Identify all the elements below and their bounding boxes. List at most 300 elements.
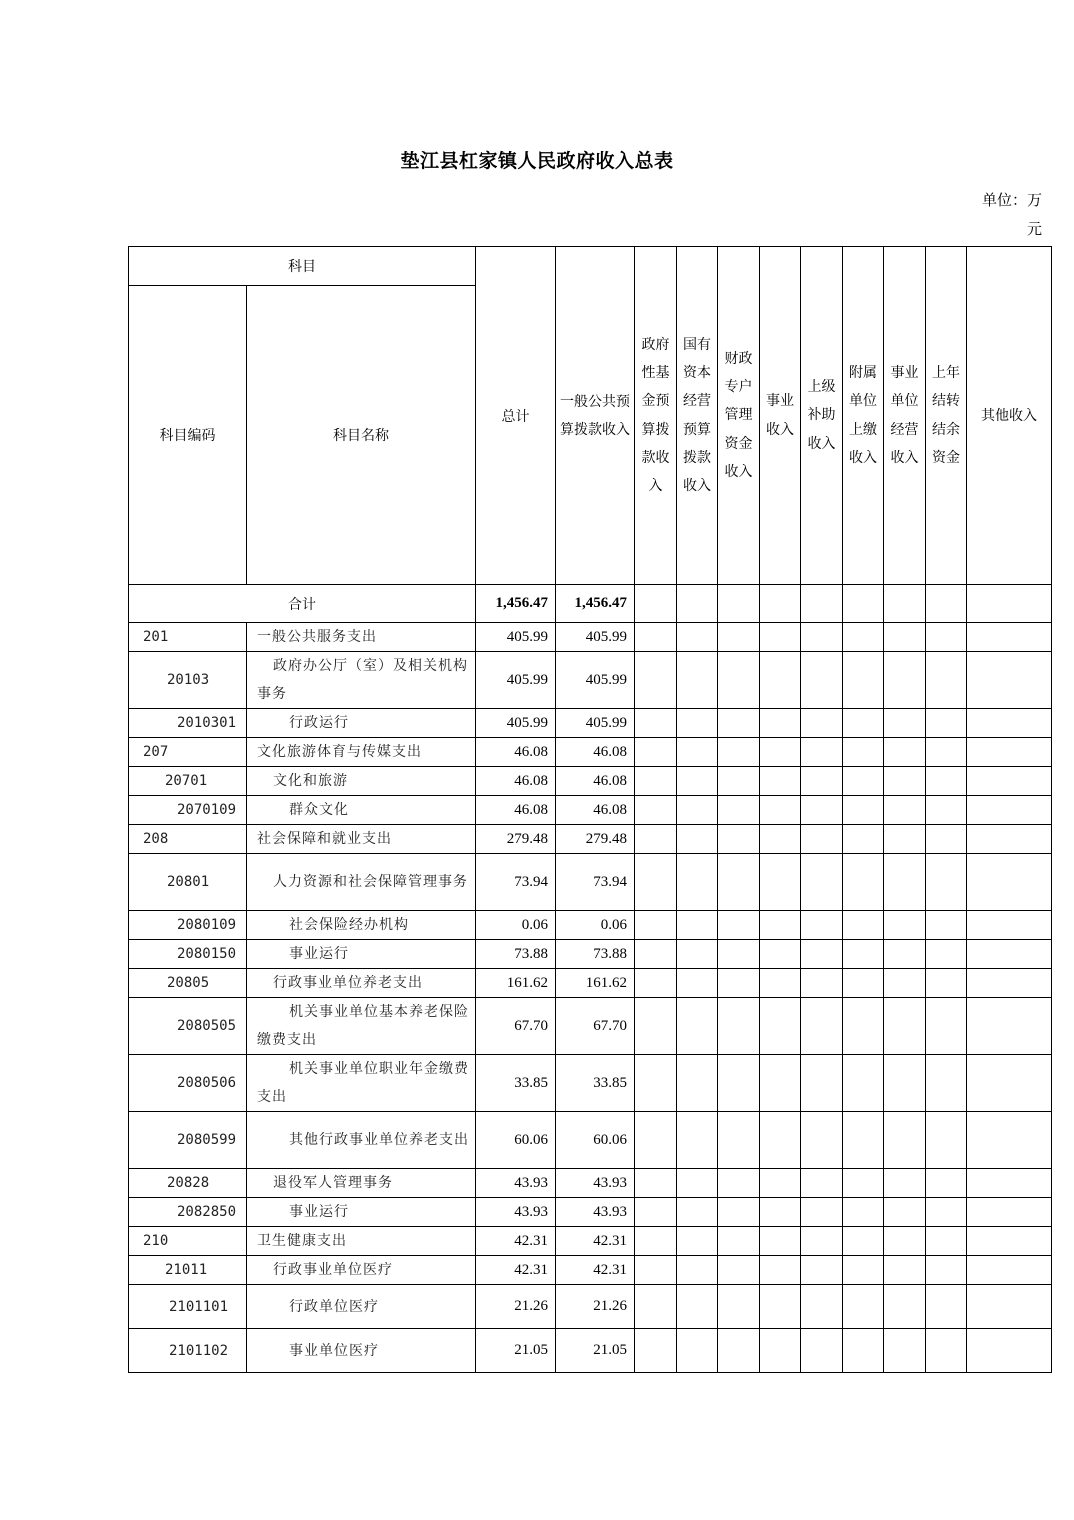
empty-cell: [884, 854, 926, 911]
empty-cell: [760, 1055, 801, 1112]
empty-cell: [677, 1169, 718, 1198]
empty-cell: [801, 623, 843, 652]
empty-cell: [843, 1169, 884, 1198]
empty-cell: [884, 1256, 926, 1285]
empty-cell: [843, 1055, 884, 1112]
empty-cell: [843, 623, 884, 652]
row-general-amount: 67.70: [556, 998, 635, 1055]
row-total-amount: 46.08: [476, 767, 556, 796]
row-code: 2082850: [129, 1198, 247, 1227]
empty-cell: [677, 709, 718, 738]
empty-cell: [635, 652, 677, 709]
empty-cell: [926, 709, 967, 738]
table-row: [129, 969, 1052, 998]
empty-cell: [677, 854, 718, 911]
empty-cell: [884, 1329, 926, 1373]
row-total-amount: 405.99: [476, 623, 556, 652]
row-general-amount: 21.05: [556, 1329, 635, 1373]
empty-cell: [967, 1285, 1052, 1329]
table-row: [129, 911, 1052, 940]
row-name: 事业运行: [247, 940, 476, 969]
empty-cell: [635, 825, 677, 854]
empty-cell: [760, 796, 801, 825]
empty-cell: [635, 854, 677, 911]
empty-cell: [677, 1227, 718, 1256]
empty-cell: [967, 652, 1052, 709]
row-code: 2080505: [129, 998, 247, 1055]
empty-cell: [843, 709, 884, 738]
empty-cell: [677, 738, 718, 767]
empty-cell: [760, 911, 801, 940]
empty-cell: [760, 940, 801, 969]
empty-cell: [677, 969, 718, 998]
row-name: 事业运行: [247, 1198, 476, 1227]
empty-cell: [884, 796, 926, 825]
table-row: [129, 709, 1052, 738]
empty-cell: [967, 998, 1052, 1055]
row-name: 行政单位医疗: [247, 1285, 476, 1329]
empty-cell: [760, 969, 801, 998]
empty-cell: [677, 1329, 718, 1373]
empty-cell: [677, 911, 718, 940]
empty-cell: [926, 767, 967, 796]
row-total-amount: 60.06: [476, 1112, 556, 1169]
row-general-amount: 46.08: [556, 796, 635, 825]
empty-cell: [760, 623, 801, 652]
empty-cell: [677, 767, 718, 796]
empty-cell: [801, 1055, 843, 1112]
empty-cell: [967, 767, 1052, 796]
row-name: 人力资源和社会保障管理事务: [247, 854, 476, 911]
empty-cell: [760, 709, 801, 738]
empty-cell: [635, 709, 677, 738]
empty-cell: [760, 1112, 801, 1169]
row-name: 机关事业单位基本养老保险缴费支出: [247, 998, 476, 1055]
empty-cell: [718, 1285, 760, 1329]
empty-cell: [801, 998, 843, 1055]
empty-cell: [926, 911, 967, 940]
row-general-amount: 161.62: [556, 969, 635, 998]
row-code: 20805: [129, 969, 247, 998]
empty-cell: [760, 1256, 801, 1285]
empty-cell: [967, 1227, 1052, 1256]
header-state-capital: 国有资本经营预算拨款收入: [677, 247, 718, 585]
unit-label: 单位：万 元: [981, 191, 1042, 238]
header-other-income: 其他收入: [967, 247, 1052, 585]
empty-cell: [635, 1227, 677, 1256]
row-total-amount: 0.06: [476, 911, 556, 940]
row-code: 2080506: [129, 1055, 247, 1112]
total-general-amount: 1,456.47: [556, 585, 635, 623]
row-general-amount: 46.08: [556, 738, 635, 767]
empty-cell: [801, 709, 843, 738]
empty-cell: [635, 1055, 677, 1112]
row-name: 文化和旅游: [247, 767, 476, 796]
empty-cell: [843, 767, 884, 796]
empty-cell: [843, 796, 884, 825]
row-name: 政府办公厅（室）及相关机构事务: [247, 652, 476, 709]
row-total-amount: 46.08: [476, 738, 556, 767]
row-total-amount: 73.94: [476, 854, 556, 911]
table-row: [129, 1256, 1052, 1285]
empty-cell: [718, 1112, 760, 1169]
empty-cell: [926, 854, 967, 911]
empty-cell: [926, 1329, 967, 1373]
empty-cell: [884, 1227, 926, 1256]
header-general-budget: 一般公共预算拨款收入: [556, 247, 635, 585]
table-row: [129, 1169, 1052, 1198]
empty-cell: [677, 998, 718, 1055]
header-operation-income: 事业单位经营收入: [884, 247, 926, 585]
row-name: 行政事业单位医疗: [247, 1256, 476, 1285]
header-name: 科目名称: [247, 286, 476, 585]
empty-cell: [718, 767, 760, 796]
empty-cell: [884, 652, 926, 709]
empty-cell: [718, 1256, 760, 1285]
row-general-amount: 0.06: [556, 911, 635, 940]
empty-cell: [801, 1198, 843, 1227]
empty-cell: [635, 1256, 677, 1285]
empty-cell: [718, 1055, 760, 1112]
empty-cell: [843, 1256, 884, 1285]
row-code: 2101101: [129, 1285, 247, 1329]
empty-cell: [718, 1227, 760, 1256]
empty-cell: [884, 969, 926, 998]
table-row: [129, 1285, 1052, 1329]
row-general-amount: 405.99: [556, 652, 635, 709]
empty-cell: [760, 1329, 801, 1373]
empty-cell: [677, 940, 718, 969]
empty-cell: [884, 767, 926, 796]
row-code: 2101102: [129, 1329, 247, 1373]
table-row: [129, 998, 1052, 1055]
empty-cell: [967, 1055, 1052, 1112]
row-name: 机关事业单位职业年金缴费支出: [247, 1055, 476, 1112]
row-code: 20701: [129, 767, 247, 796]
row-total-amount: 43.93: [476, 1198, 556, 1227]
empty-cell: [760, 652, 801, 709]
empty-cell: [677, 652, 718, 709]
empty-cell: [801, 767, 843, 796]
empty-cell: [760, 998, 801, 1055]
row-general-amount: 42.31: [556, 1227, 635, 1256]
row-name: 群众文化: [247, 796, 476, 825]
row-total-amount: 161.62: [476, 969, 556, 998]
row-code: 2070109: [129, 796, 247, 825]
row-name: 行政运行: [247, 709, 476, 738]
row-code: 210: [129, 1227, 247, 1256]
row-general-amount: 43.93: [556, 1169, 635, 1198]
empty-cell: [843, 969, 884, 998]
table-row: [129, 1198, 1052, 1227]
row-general-amount: 33.85: [556, 1055, 635, 1112]
row-general-amount: 405.99: [556, 623, 635, 652]
empty-cell: [843, 1285, 884, 1329]
empty-cell: [635, 1285, 677, 1329]
header-carryover: 上年结转结余资金: [926, 247, 967, 585]
row-total-amount: 405.99: [476, 652, 556, 709]
table-row: [129, 738, 1052, 767]
empty-cell: [884, 1055, 926, 1112]
row-general-amount: 46.08: [556, 767, 635, 796]
empty-cell: [635, 738, 677, 767]
row-total-amount: 46.08: [476, 796, 556, 825]
table-row: [129, 1055, 1052, 1112]
empty-cell: [967, 825, 1052, 854]
empty-cell: [760, 825, 801, 854]
empty-cell: [635, 767, 677, 796]
empty-cell: [801, 940, 843, 969]
empty-cell: [635, 998, 677, 1055]
empty-cell: [967, 911, 1052, 940]
empty-cell: [967, 1169, 1052, 1198]
empty-cell: [677, 1055, 718, 1112]
row-total-amount: 73.88: [476, 940, 556, 969]
header-total: 总计: [476, 247, 556, 585]
empty-cell: [760, 1169, 801, 1198]
empty-cell: [967, 1329, 1052, 1373]
row-code: 201: [129, 623, 247, 652]
empty-cell: [718, 825, 760, 854]
header-business-income: 事业收入: [760, 247, 801, 585]
empty-cell: [926, 998, 967, 1055]
empty-cell: [801, 1285, 843, 1329]
empty-cell: [677, 825, 718, 854]
table-row: [129, 1112, 1052, 1169]
empty-cell: [884, 825, 926, 854]
header-code: 科目编码: [129, 286, 247, 585]
empty-cell: [677, 623, 718, 652]
row-general-amount: 73.94: [556, 854, 635, 911]
row-general-amount: 60.06: [556, 1112, 635, 1169]
empty-cell: [926, 1169, 967, 1198]
empty-cell: [801, 911, 843, 940]
row-code: 207: [129, 738, 247, 767]
row-total-amount: 21.05: [476, 1329, 556, 1373]
empty-cell: [718, 1198, 760, 1227]
empty-cell: [967, 940, 1052, 969]
row-code: 2080150: [129, 940, 247, 969]
empty-cell: [801, 1256, 843, 1285]
empty-cell: [843, 1198, 884, 1227]
empty-cell: [718, 854, 760, 911]
empty-cell: [926, 1227, 967, 1256]
empty-cell: [967, 1198, 1052, 1227]
row-code: 2080109: [129, 911, 247, 940]
empty-cell: [967, 796, 1052, 825]
row-total-amount: 43.93: [476, 1169, 556, 1198]
empty-cell: [926, 738, 967, 767]
empty-cell: [926, 623, 967, 652]
empty-cell: [801, 1329, 843, 1373]
row-code: 20103: [129, 652, 247, 709]
table-row: [129, 767, 1052, 796]
header-affiliated-income: 附属单位上缴收入: [843, 247, 884, 585]
row-name: 社会保障和就业支出: [247, 825, 476, 854]
empty-cell: [967, 1256, 1052, 1285]
empty-cell: [760, 1198, 801, 1227]
empty-cell: [843, 738, 884, 767]
empty-cell: [843, 1227, 884, 1256]
empty-cell: [801, 854, 843, 911]
empty-cell: [677, 1198, 718, 1227]
row-general-amount: 42.31: [556, 1256, 635, 1285]
empty-cell: [635, 969, 677, 998]
row-code: 208: [129, 825, 247, 854]
row-name: 行政事业单位养老支出: [247, 969, 476, 998]
empty-cell: [884, 623, 926, 652]
empty-cell: [718, 623, 760, 652]
empty-cell: [718, 796, 760, 825]
empty-cell: [718, 969, 760, 998]
header-superior-subsidy: 上级补助收入: [801, 247, 843, 585]
table-row: [129, 825, 1052, 854]
empty-cell: [718, 940, 760, 969]
empty-cell: [760, 854, 801, 911]
table-row: [129, 796, 1052, 825]
empty-cell: [884, 709, 926, 738]
empty-cell: [843, 998, 884, 1055]
empty-cell: [884, 1198, 926, 1227]
empty-cell: [718, 709, 760, 738]
empty-cell: [635, 1198, 677, 1227]
empty-cell: [801, 1227, 843, 1256]
empty-cell: [635, 1329, 677, 1373]
empty-cell: [760, 738, 801, 767]
empty-cell: [801, 738, 843, 767]
income-summary-table: [128, 246, 1052, 1373]
empty-cell: [884, 998, 926, 1055]
empty-cell: [843, 940, 884, 969]
empty-cell: [967, 969, 1052, 998]
empty-cell: [967, 1112, 1052, 1169]
empty-cell: [635, 1112, 677, 1169]
empty-cell: [926, 1055, 967, 1112]
empty-cell: [926, 1256, 967, 1285]
empty-cell: [843, 854, 884, 911]
row-general-amount: 73.88: [556, 940, 635, 969]
empty-cell: [843, 911, 884, 940]
empty-cell: [884, 911, 926, 940]
empty-cell: [677, 1256, 718, 1285]
empty-cell: [677, 1112, 718, 1169]
empty-cell: [843, 825, 884, 854]
empty-cell: [884, 1112, 926, 1169]
header-gov-fund: 政府性基金预算拨款收入: [635, 247, 677, 585]
row-total-amount: 67.70: [476, 998, 556, 1055]
empty-cell: [801, 1112, 843, 1169]
table-row: [129, 1329, 1052, 1373]
empty-cell: [884, 1169, 926, 1198]
empty-cell: [801, 1169, 843, 1198]
empty-cell: [843, 652, 884, 709]
row-general-amount: 279.48: [556, 825, 635, 854]
empty-cell: [926, 825, 967, 854]
table-row: [129, 854, 1052, 911]
total-label: 合计: [129, 585, 476, 623]
total-amount: 1,456.47: [476, 585, 556, 623]
row-code: 2080599: [129, 1112, 247, 1169]
row-general-amount: 43.93: [556, 1198, 635, 1227]
empty-cell: [884, 738, 926, 767]
row-total-amount: 405.99: [476, 709, 556, 738]
row-name: 文化旅游体育与传媒支出: [247, 738, 476, 767]
empty-cell: [718, 1329, 760, 1373]
row-code: 2010301: [129, 709, 247, 738]
empty-cell: [635, 1169, 677, 1198]
empty-cell: [718, 911, 760, 940]
table-row: [129, 940, 1052, 969]
empty-cell: [635, 911, 677, 940]
empty-cell: [926, 1285, 967, 1329]
empty-cell: [926, 940, 967, 969]
row-code: 20801: [129, 854, 247, 911]
empty-cell: [718, 738, 760, 767]
empty-cell: [801, 796, 843, 825]
empty-cell: [884, 940, 926, 969]
row-name: 其他行政事业单位养老支出: [247, 1112, 476, 1169]
row-name: 事业单位医疗: [247, 1329, 476, 1373]
row-general-amount: 405.99: [556, 709, 635, 738]
empty-cell: [926, 1112, 967, 1169]
empty-cell: [926, 652, 967, 709]
row-total-amount: 21.26: [476, 1285, 556, 1329]
row-total-amount: 279.48: [476, 825, 556, 854]
row-name: 卫生健康支出: [247, 1227, 476, 1256]
empty-cell: [801, 652, 843, 709]
empty-cell: [967, 709, 1052, 738]
row-code: 20828: [129, 1169, 247, 1198]
empty-cell: [760, 1227, 801, 1256]
row-total-amount: 33.85: [476, 1055, 556, 1112]
table-row: [129, 652, 1052, 709]
empty-cell: [926, 1198, 967, 1227]
row-name: 社会保险经办机构: [247, 911, 476, 940]
empty-cell: [884, 1285, 926, 1329]
row-general-amount: 21.26: [556, 1285, 635, 1329]
empty-cell: [677, 796, 718, 825]
row-name: 一般公共服务支出: [247, 623, 476, 652]
header-subject: 科目: [129, 247, 476, 286]
page-title: 垫江县杠家镇人民政府收入总表: [400, 150, 674, 172]
row-total-amount: 42.31: [476, 1227, 556, 1256]
total-row: [129, 585, 1052, 623]
row-total-amount: 42.31: [476, 1256, 556, 1285]
empty-cell: [718, 652, 760, 709]
empty-cell: [718, 1169, 760, 1198]
empty-cell: [967, 854, 1052, 911]
empty-cell: [843, 1112, 884, 1169]
empty-cell: [635, 940, 677, 969]
empty-cell: [760, 1285, 801, 1329]
empty-cell: [926, 796, 967, 825]
empty-cell: [718, 998, 760, 1055]
empty-cell: [635, 623, 677, 652]
header-special-account: 财政专户管理资金收入: [718, 247, 760, 585]
empty-cell: [635, 796, 677, 825]
table-row: [129, 623, 1052, 652]
empty-cell: [967, 738, 1052, 767]
empty-cell: [760, 767, 801, 796]
empty-cell: [926, 969, 967, 998]
row-code: 21011: [129, 1256, 247, 1285]
empty-cell: [801, 969, 843, 998]
row-name: 退役军人管理事务: [247, 1169, 476, 1198]
empty-cell: [843, 1329, 884, 1373]
empty-cell: [801, 825, 843, 854]
empty-cell: [677, 1285, 718, 1329]
empty-cell: [967, 623, 1052, 652]
